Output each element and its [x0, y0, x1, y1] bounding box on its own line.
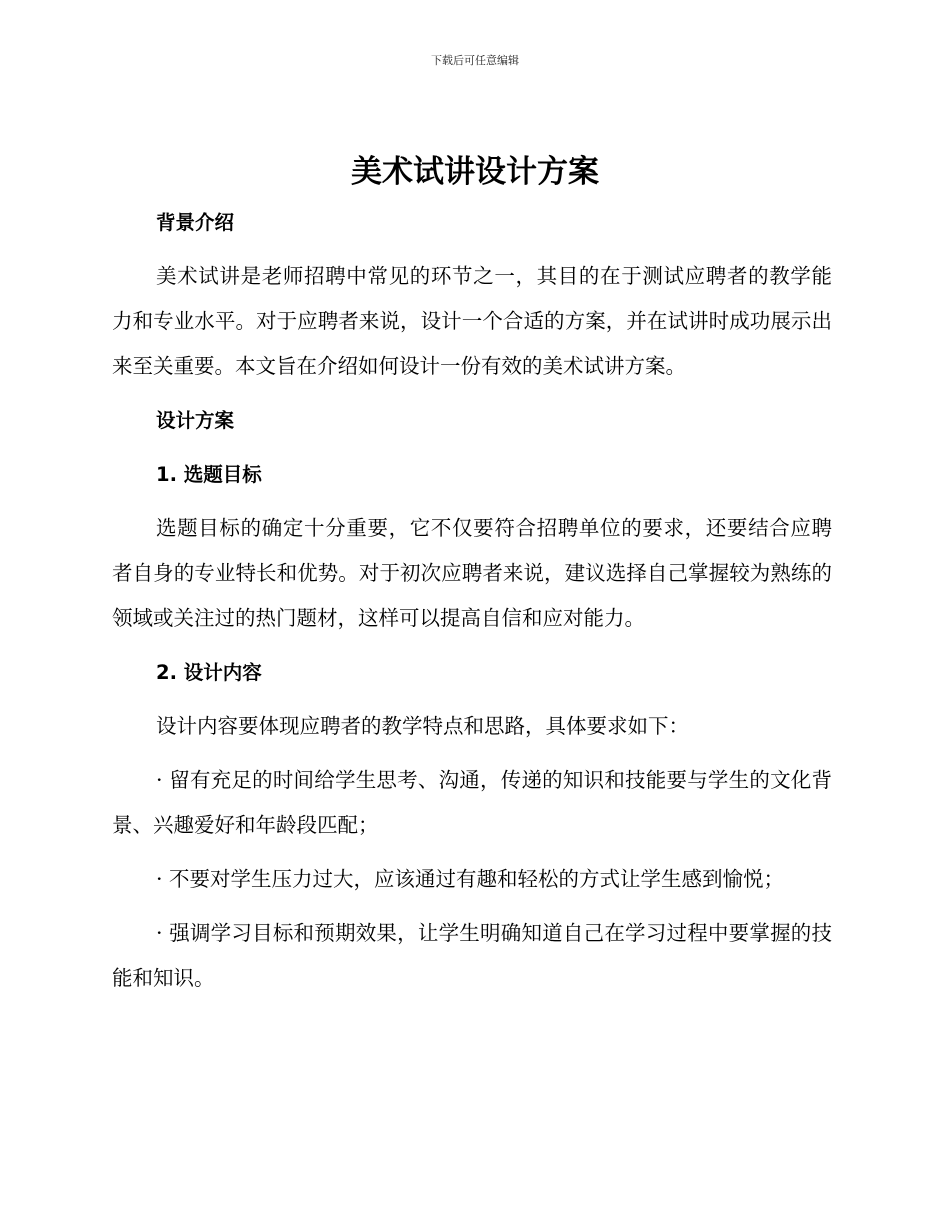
paragraph-background: 美术试讲是老师招聘中常见的环节之一，其目的在于测试应聘者的教学能力和专业水平。对于应聘者来说，设计一个合适的方案，并在试讲时成功展示出来至关重要。本文旨在介绍如何设计一份有效的美术试讲方案。	[112, 264, 832, 378]
subheading-design-content: 2. 设计内容	[156, 661, 262, 684]
document-title: 美术试讲设计方案	[351, 154, 599, 190]
paragraph-design-content-intro: 设计内容要体现应聘者的教学特点和思路，具体要求如下：	[156, 714, 689, 738]
bullet-item: · 不要对学生压力过大，应该通过有趣和轻松的方式让学生感到愉悦；	[156, 867, 785, 891]
bullet-item: · 强调学习目标和预期效果，让学生明确知道自己在学习过程中要掌握的技能和知识。	[112, 921, 832, 990]
section-heading-background: 背景介绍	[156, 211, 235, 234]
document-body	[112, 200, 832, 1010]
subheading-topic-goal: 1. 选题目标	[156, 463, 262, 486]
section-heading-design: 设计方案	[156, 409, 235, 432]
paragraph-topic-goal: 选题目标的确定十分重要，它不仅要符合招聘单位的要求，还要结合应聘者自身的专业特长和优势。对于初次应聘者来说，建议选择自己掌握较为熟练的领域或关注过的热门题材，这样可以提高自信和应对能力。	[112, 516, 832, 630]
bullet-item: · 留有充足的时间给学生思考、沟通，传递的知识和技能要与学生的文化背景、兴趣爱好和年龄段匹配；	[112, 768, 832, 837]
header-note: 下载后可任意编辑	[431, 54, 519, 67]
